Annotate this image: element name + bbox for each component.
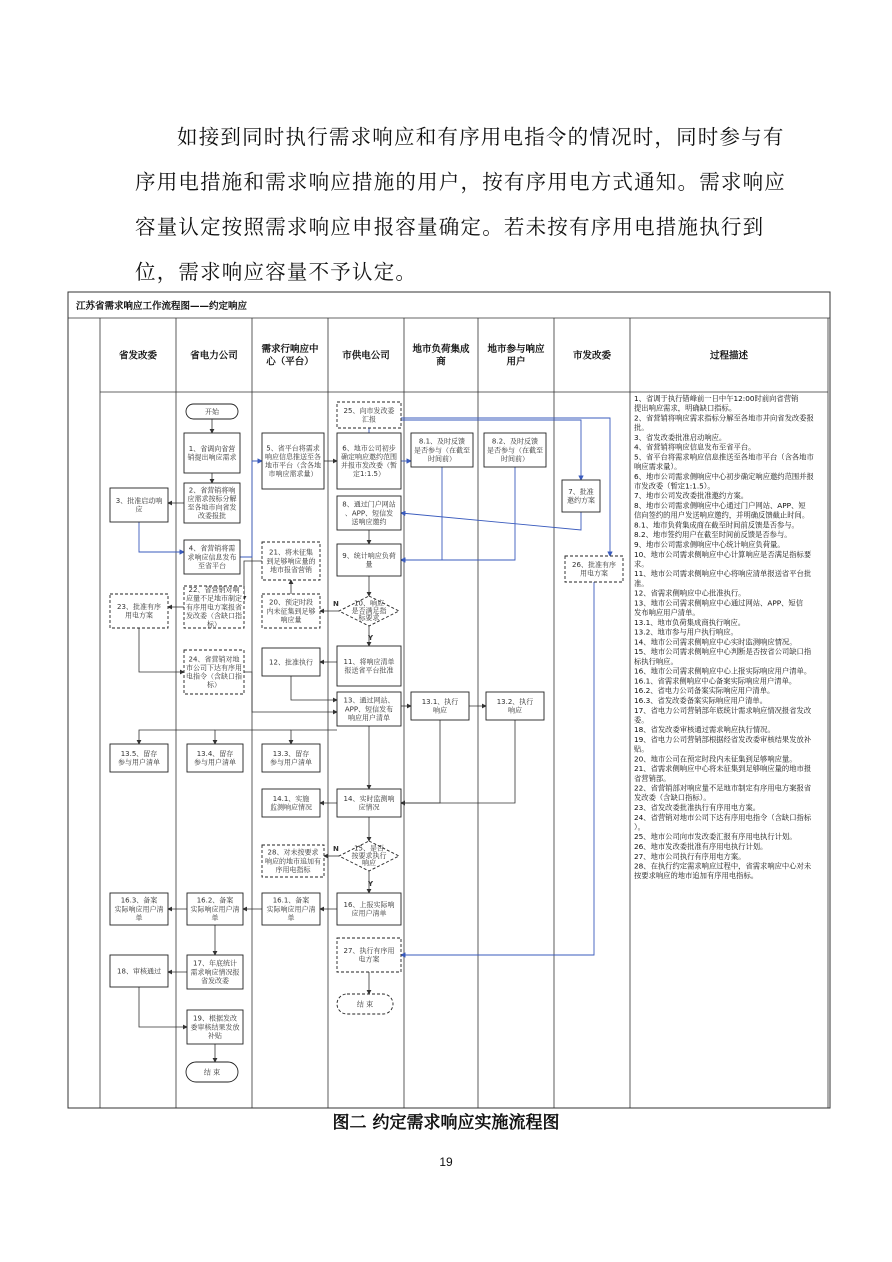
- node-n15: 15、是否按要求执行响应: [351, 844, 387, 868]
- description-item: 13.2、地市参与用户执行响应。: [634, 627, 738, 637]
- description-item: 2、省营销将响应需求指标分解至各地市并向省发改委报批。: [634, 413, 814, 432]
- description-item: 7、地市公司发改委批准邀约方案。: [634, 491, 749, 501]
- lane-header: 省电力公司: [190, 350, 238, 362]
- description-item: 17、省电力公司营销部年底统计需求响应情况报省发改委。: [634, 705, 812, 725]
- connector: [215, 730, 291, 744]
- connector: [139, 522, 184, 552]
- node-n22: 22、省营销对响应量不足地市制定有序用电方案报省发改委（含缺口指标）: [186, 586, 242, 629]
- node-n133: 13.3、留存参与用户清单: [270, 750, 312, 767]
- figure-caption: 图二 约定需求响应实施流程图: [332, 1113, 560, 1133]
- node-n19: 19、根据发改委审核结果发放补贴: [190, 1014, 240, 1040]
- node-n132: 13.2、执行响应: [496, 698, 534, 715]
- node-n161: 16.1、备案实际响应用户清单: [266, 896, 316, 922]
- branch-label: Y: [368, 880, 374, 888]
- node-n3: 3、批准启动响应: [115, 497, 163, 514]
- node-end2: 结 束: [203, 1068, 221, 1077]
- node-n82: 8.2、及时反馈是否参与（在截至时间前）: [487, 437, 543, 463]
- lane-header: 省发改委: [118, 350, 158, 362]
- connector: [401, 720, 440, 803]
- lane-header: 市发改委: [572, 350, 612, 362]
- lane-header: 过程描述: [709, 350, 749, 362]
- description-item: 16.2、省电力公司备案实际响应用户清单。: [634, 686, 775, 696]
- description-item: 25、地市公司向市发改委汇报有序用电执行计划。: [634, 832, 797, 842]
- description-item: 16.1、省需求侧响应中心备案实际响应用户清单。: [634, 676, 797, 686]
- description-item: 26、地市发改委批准有序用电执行计划。: [634, 842, 768, 851]
- description-item: 3、省发改委批准启动响应。: [634, 432, 727, 442]
- description-item: 12、省需求侧响应中心批准执行。: [634, 588, 746, 598]
- description-item: 22、省营销部对响应量不足地市制定有序用电方案报省发改委（含缺口指标）。: [634, 783, 812, 803]
- connector: [401, 582, 594, 955]
- node-n6: 6、地市公司初步确定响应邀约范围并报市发改委（暂定1:1.5）: [341, 444, 397, 479]
- node-start: 开始: [205, 407, 219, 416]
- node-n2: 2、省营销将响应需求按标分解至各地市向省发改委报批: [187, 486, 237, 521]
- description-item: 9、地市公司需求侧响应中心统计响应负荷量。: [634, 540, 785, 549]
- page-number: 19: [439, 1155, 453, 1169]
- node-n163: 16.3、备案实际响应用户清单: [114, 896, 164, 922]
- description-item: 4、省营销将响应信息发布至省平台。: [634, 442, 756, 452]
- connector: [139, 987, 187, 1027]
- connector: [401, 467, 515, 560]
- node-n4: 4、省营销将需求响应信息发布至省平台: [187, 544, 237, 570]
- node-n10: 10、响应是否满足指标要求: [351, 599, 387, 623]
- description-item: 14、地市公司需求侧响应中心实时监测响应情况。: [634, 637, 797, 647]
- node-n17: 17、年底统计需求响应情况报省发改委: [190, 959, 240, 985]
- paragraph-line: 容量认定按照需求响应申报容量确定。若未按有序用电措施执行到: [135, 215, 765, 239]
- node-n25: 25、向市发改委汇报: [343, 407, 395, 424]
- node-n134: 13.4、留存参与用户清单: [194, 750, 236, 767]
- description-item: 6、地市公司需求侧响应中心初步确定响应邀约范围并报市发改委（暂定1:1.5）。: [634, 471, 814, 491]
- connector: [291, 676, 337, 700]
- connector: [244, 561, 262, 600]
- description-item: 13.1、地市负荷集成商执行响应。: [634, 617, 746, 627]
- branch-label: N: [333, 600, 339, 608]
- lane-header: 地市负荷集成商: [412, 344, 470, 368]
- node-n8: 8、通过门户网站、APP、短信发送响应邀约: [342, 500, 396, 526]
- node-n1: 1、省调向省营销提出响应需求: [187, 445, 237, 462]
- node-n162: 16.2、备案实际响应用户清单: [190, 896, 240, 922]
- connector: [139, 628, 184, 672]
- node-n141: 14.1、实施监测响应情况: [270, 795, 312, 812]
- node-n20: 20、预定时段内未征集到足够响应量: [266, 598, 316, 624]
- node-end1: 结 束: [356, 1000, 374, 1009]
- node-n135: 13.5、留存参与用户清单: [118, 750, 160, 767]
- node-n13: 13、通过网站、 APP、短信发布响应用户清单: [343, 696, 395, 722]
- node-n24: 24、省营销对地市公司下达有序用电指令（含缺口指标）: [186, 655, 242, 690]
- node-n21: 21、将未征集到足够响应量的地市报省营销: [266, 548, 316, 574]
- description-item: 13、地市公司需求侧响应中心通过网站、APP、短信发布响应用户清单。: [634, 598, 804, 617]
- connector: [401, 720, 515, 803]
- description-item: 8.1、地市负荷集成商在截至时间前反馈是否参与。: [634, 520, 799, 530]
- description-item: 8、地市公司需求侧响应中心通过门户网站、APP、短信向签约的用户发送响应邀约，并明确反馈截止时间。: [634, 501, 810, 520]
- description-item: 11、地市公司需求侧响应中心将响应清单报送省平台批准。: [634, 569, 812, 588]
- paragraph-line: 位，需求响应容量不予认定。: [135, 260, 418, 284]
- flowchart-title: 江苏省需求响应工作流程图——约定响应: [76, 301, 248, 312]
- node-n16: 16、上报实际响应用户清单: [343, 901, 395, 918]
- description-item: 18、省发改委审核通过需求响应执行情况。: [634, 725, 775, 735]
- lane-header: 地市参与响应用户: [487, 344, 545, 368]
- description-item: 27、地市公司执行有序用电方案。: [634, 851, 746, 861]
- paragraph-line: 序用电措施和需求响应措施的用户，按有序用电方式通知。需求响应: [135, 170, 786, 194]
- description-item: 8.2、地市签约用户在截至时间前反馈是否参与。: [634, 530, 792, 540]
- node-n81: 8.1、及时反馈是否参与（在截至时间前）: [414, 437, 470, 463]
- description-item: 24、省营销对地市公司下达有序用电指令（含缺口指标）。: [634, 812, 812, 832]
- node-n9: 9、统计响应负荷量: [342, 552, 396, 569]
- description-item: 21、省需求侧响应中心将未征集到足够响应量的地市报省营销部。: [634, 764, 812, 783]
- node-n131: 13.1、执行响应: [421, 698, 459, 715]
- node-n11: 11、将响应清单报送省平台批准: [343, 658, 395, 675]
- description-item: 20、地市公司在预定时段内未征集到足够响应量。: [634, 754, 797, 764]
- description-item: 28、在执行约定需求响应过程中，省需求响应中心对未按要求响应的地市追加有序用电指标。: [634, 861, 812, 881]
- branch-label: Y: [368, 634, 374, 642]
- description-item: 19、省电力公司营销部根据经省发改委审核结果发放补贴。: [634, 735, 812, 754]
- node-n14: 14、实时监测响应情况: [343, 795, 395, 812]
- connector: [291, 730, 337, 744]
- branch-label: N: [333, 845, 339, 853]
- node-n26: 26、批准有序用电方案: [572, 561, 616, 578]
- flowchart-nodes: [110, 402, 623, 1082]
- connector: [139, 730, 215, 744]
- description-item: 10、地市公司需求侧响应中心计算响应是否满足指标要求。: [634, 549, 812, 569]
- node-n28: 28、对未按要求响应的地市追加有序用电指标: [265, 848, 321, 874]
- node-n7: 7、批准邀约方案: [567, 488, 595, 505]
- node-n12: 12、批准执行: [269, 658, 313, 667]
- paragraph-line: 如接到同时执行需求响应和有序用电指令的情况时，同时参与有: [177, 125, 785, 149]
- connector: [244, 672, 337, 712]
- node-n5: 5、省平台将需求响应信息推送至各地市平台（含各地市响应需求量）: [265, 444, 321, 479]
- connector: [240, 461, 262, 557]
- node-n18: 18、审核通过: [117, 967, 161, 976]
- node-n27: 27、执行有序用电方案: [343, 947, 395, 964]
- description-item: 16、地市公司需求侧响应中心上报实际响应用户清单。: [634, 666, 812, 676]
- description-item: 5、省平台将需求响应信息推送至各地市平台（含各地市响应需求量）。: [634, 452, 814, 471]
- description-item: 16.3、省发改委备案实际响应用户清单。: [634, 696, 767, 705]
- lane-header: 市供电公司: [342, 350, 390, 362]
- description-item: 23、省发改委批准执行有序用电方案。: [634, 803, 761, 812]
- description-item: 1、省调于执行错峰前一日中午12:00时前向省营销提出响应需求，明确缺口指标。: [634, 394, 799, 413]
- description-item: 15、地市公司需求侧响应中心判断是否按省公司缺口指标执行响应。: [634, 647, 812, 666]
- lane-header: 需求行响应中心（平台）: [261, 344, 319, 368]
- node-n23: 23、批准有序用电方案: [117, 603, 161, 620]
- process-description: [634, 394, 814, 880]
